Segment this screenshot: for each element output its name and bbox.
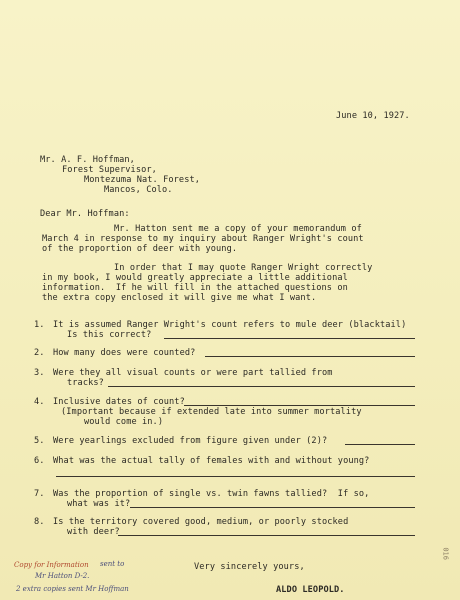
closing: Very sincerely yours,	[194, 562, 305, 572]
answer-line-6[interactable]	[56, 476, 415, 477]
paragraph1-line2: March 4 in response to my inquiry about Ranger Wright's count	[42, 234, 364, 244]
paragraph1-line3: of the proportion of deer with young.	[42, 244, 238, 254]
question-5-text: Were yearlings excluded from figure given under (2)?	[53, 436, 328, 446]
question-8-text: Is the territory covered good, medium, or poorly stocked	[53, 517, 349, 527]
margin-mark: 016	[442, 547, 450, 560]
recipient-title: Forest Supervisor,	[62, 165, 157, 175]
question-1-text: It is assumed Ranger Wright's count refers to mule deer (blacktail)	[53, 320, 407, 330]
recipient-city: Mancos, Colo.	[104, 185, 173, 195]
question-4-note-2: would come in.)	[84, 417, 164, 427]
handwritten-hatton: Mr Hatton D-2.	[35, 572, 90, 580]
question-1-number: 1.	[34, 320, 45, 330]
question-7-number: 7.	[34, 489, 45, 499]
paragraph2-line2: in my book, I would greatly appreciate a little additional	[42, 273, 348, 283]
question-3-text-2: tracks?	[67, 378, 104, 388]
paragraph2-line3: information. If he will fill in the attached questions on	[42, 283, 348, 293]
paragraph2-line1: In order that I may quote Ranger Wright correctly	[114, 263, 373, 273]
answer-line-2[interactable]	[205, 356, 415, 357]
handwritten-extra-copies: 2 extra copies sent Mr Hoffman	[16, 585, 129, 593]
answer-line-7[interactable]	[130, 507, 415, 508]
question-3-number: 3.	[34, 368, 45, 378]
signature: ALDO LEOPOLD.	[276, 585, 345, 595]
question-7-text: Was the proportion of single vs. twin fawns tallied? If so,	[53, 489, 370, 499]
recipient-name: Mr. A. F. Hoffman,	[40, 155, 135, 165]
salutation: Dear Mr. Hoffman:	[40, 209, 130, 219]
question-8-text-2: with deer?	[67, 527, 120, 537]
recipient-forest: Montezuma Nat. Forest,	[84, 175, 201, 185]
question-4-number: 4.	[34, 397, 45, 407]
question-6-number: 6.	[34, 456, 45, 466]
question-4-note: (Important because if extended late into summer mortality	[61, 407, 362, 417]
question-2-text: How many does were counted?	[53, 348, 196, 358]
question-3-text: Were they all visual counts or were part tallied from	[53, 368, 333, 378]
answer-line-4[interactable]	[184, 405, 415, 406]
paragraph2-line4: the extra copy enclosed it will give me what I want.	[42, 293, 317, 303]
question-2-number: 2.	[34, 348, 45, 358]
answer-line-5[interactable]	[345, 444, 415, 445]
answer-line-8[interactable]	[118, 535, 415, 536]
question-8-number: 8.	[34, 517, 45, 527]
handwritten-copy-note: Copy for Information	[14, 561, 89, 569]
question-1-text-2: Is this correct?	[67, 330, 152, 340]
letter-date: June 10, 1927.	[336, 111, 410, 121]
question-7-text-2: what was it?	[67, 499, 131, 509]
question-6-text: What was the actual tally of females with and without young?	[53, 456, 370, 466]
answer-line-3[interactable]	[108, 386, 415, 387]
answer-line-1[interactable]	[164, 338, 415, 339]
paragraph1-line1: Mr. Hatton sent me a copy of your memorandum of	[114, 224, 362, 234]
question-4-text: Inclusive dates of count?	[53, 397, 185, 407]
handwritten-sent-to: sent to	[100, 560, 125, 568]
question-5-number: 5.	[34, 436, 45, 446]
